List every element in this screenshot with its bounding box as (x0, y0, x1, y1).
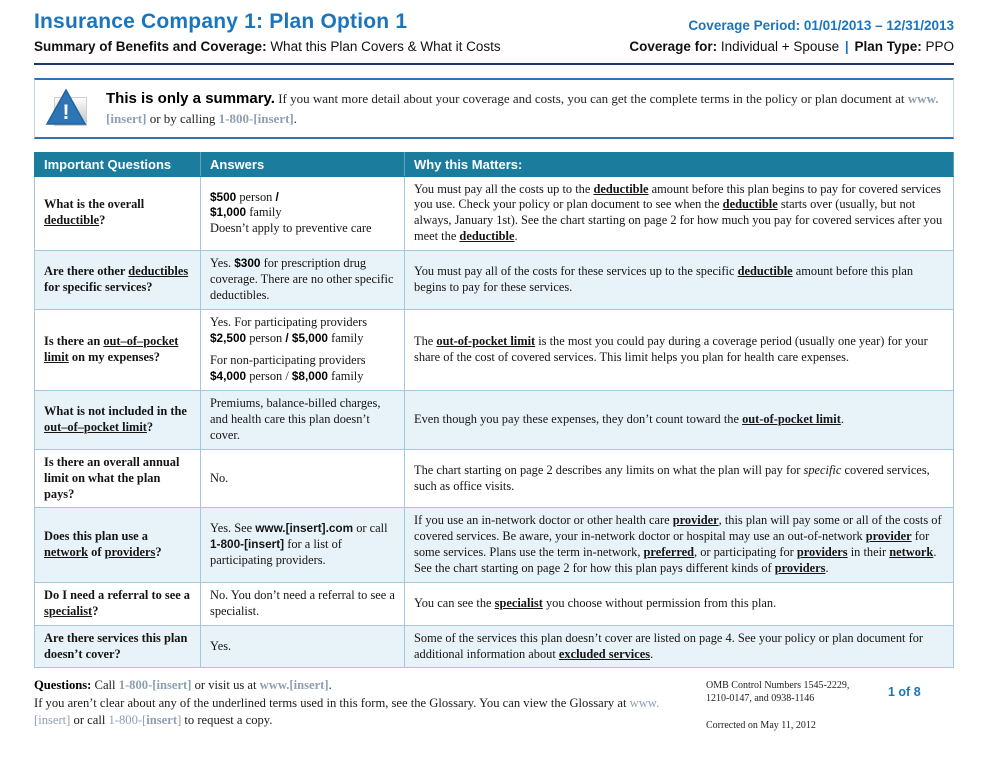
answer-cell: Yes. (201, 625, 405, 668)
answer-cell: No. You don’t need a referral to see a specialist. (201, 582, 405, 625)
plan-type-value: PPO (925, 39, 954, 54)
answer-cell: Yes. $300 for prescription drug coverage. There are no other specific deductibles. (201, 251, 405, 310)
table-row (35, 449, 954, 508)
table-row (35, 391, 954, 450)
coverage-for-line (629, 39, 954, 54)
why-cell: The out-of-pocket limit is the most you could pay during a coverage period (usually one year) for your share of the cost of covered services. This limit helps you plan for health care expenses. (405, 309, 954, 391)
footer-right (706, 677, 954, 732)
question-cell: Is there an out–of–pocket limit on my expenses? (35, 309, 201, 391)
document-subtitle (34, 39, 501, 54)
question-cell: Does this plan use a network of providers? (35, 508, 201, 583)
why-cell: You must pay all of the costs for these services up to the specific deductible amount before this plan begins to pay for these services. (405, 251, 954, 310)
summary-text: This is only a summary. If you want more detail about your coverage and costs, you can get the complete terms in the policy or plan document at www.[insert] or by calling 1-800-[insert]. (106, 90, 939, 126)
why-cell: You can see the specialist you choose without permission from this plan. (405, 582, 954, 625)
table-header-row (35, 152, 954, 176)
why-cell: You must pay all the costs up to the deductible amount before this plan begins to pay for covered services you use. Check your policy or plan document to see when the deductible starts over (usually, but not always, January 1st). See the chart starting on page 2 for how much you pay for covered services after you meet the deductible. (405, 176, 954, 251)
footer-website-link[interactable]: www.[insert] (259, 678, 329, 693)
glossary-line: If you aren’t clear about any of the underlined terms used in this form, see the Glossary. You can view the Glossary at www.[insert] or call 1-800-[insert] to request a copy. (34, 695, 660, 728)
glossary-phone-link[interactable]: 1-800-[insert] (108, 713, 182, 728)
page-title: Insurance Company 1: Plan Option 1 (34, 10, 408, 33)
table-row (35, 582, 954, 625)
summary-callout (34, 78, 954, 139)
question-cell: Is there an overall annual limit on what the plan pays? (35, 449, 201, 508)
footer-left (34, 677, 694, 729)
questions-line: Questions: Call 1-800-[insert] or visit us at www.[insert]. (34, 678, 332, 693)
why-cell: Some of the services this plan doesn’t cover are listed on page 4. See your policy or plan document for additional information about excluded services. (405, 625, 954, 668)
why-cell: The chart starting on page 2 describes any limits on what the plan will pay for specific covered services, such as office visits. (405, 449, 954, 508)
website-link[interactable]: www.[insert] (106, 91, 939, 126)
glossary-website-link[interactable]: www.[insert] (34, 695, 660, 728)
question-cell: Do I need a referral to see a specialist? (35, 582, 201, 625)
subtitle-bold: Summary of Benefits and Coverage: (34, 39, 267, 54)
omb-row (706, 679, 954, 705)
coverage-period: Coverage Period: 01/01/2013 – 12/31/2013 (688, 18, 954, 33)
why-cell: Even though you pay these expenses, they don’t count toward the out-of-pocket limit. (405, 391, 954, 450)
benefits-table-body (35, 176, 954, 668)
question-cell: Are there services this plan doesn’t cover? (35, 625, 201, 668)
answer-cell: Yes. For participating providers $2,500 person / $5,000 family For non-participating providers $4,000 person / $8,000 family (201, 309, 405, 391)
table-row (35, 625, 954, 668)
question-cell: Are there other deductibles for specific services? (35, 251, 201, 310)
column-header-answers: Answers (201, 152, 405, 176)
header-right (629, 18, 954, 54)
column-header-important-questions: Important Questions (35, 152, 201, 176)
answer-cell: No. (201, 449, 405, 508)
question-cell: What is not included in the out–of–pocket limit? (35, 391, 201, 450)
document-header (34, 10, 954, 65)
pipe-separator: | (844, 39, 849, 54)
table-row (35, 309, 954, 391)
omb-control-numbers: OMB Control Numbers 1545-2229, 1210-0147, and 0938-1146 (706, 680, 850, 705)
alert-triangle-icon (45, 88, 92, 128)
column-header-why-this-matters: Why this Matters: (405, 152, 954, 176)
answer-cell: Premiums, balance-billed charges, and health care this plan doesn’t cover. (201, 391, 405, 450)
page-number: 1 of 8 (888, 685, 921, 700)
answer-cell: Yes. See www.[insert].com or call 1-800-[insert] for a list of participating providers. (201, 508, 405, 583)
footer-phone-link[interactable]: 1-800-[insert] (118, 678, 192, 693)
question-cell: What is the overall deductible? (35, 176, 201, 251)
coverage-for-value: Individual + Spouse (720, 39, 840, 54)
table-row (35, 251, 954, 310)
phone-link[interactable]: 1-800-[insert] (218, 110, 294, 126)
header-left (34, 10, 501, 54)
table-row (35, 508, 954, 583)
document-footer (34, 677, 954, 732)
table-row (35, 176, 954, 251)
svg-text:!: ! (62, 101, 70, 125)
answer-cell: $500 person / $1,000 family Doesn’t apply to preventive care (201, 176, 405, 251)
subtitle-rest: What this Plan Covers & What it Costs (266, 39, 501, 54)
why-cell: If you use an in-network doctor or other health care provider, this plan will pay some or all of the costs of covered services. Be aware, your in-network doctor or hospital may use an out-of-network provider for some services. Plans use the term in-network, preferred, or participating for providers in their network. See the chart starting on page 2 for how this plan pays different kinds of providers. (405, 508, 954, 583)
coverage-for-label: Coverage for: (629, 39, 718, 54)
corrected-date: Corrected on May 11, 2012 (706, 720, 816, 732)
plan-type-label: Plan Type: (854, 39, 922, 54)
benefits-table (34, 152, 954, 669)
